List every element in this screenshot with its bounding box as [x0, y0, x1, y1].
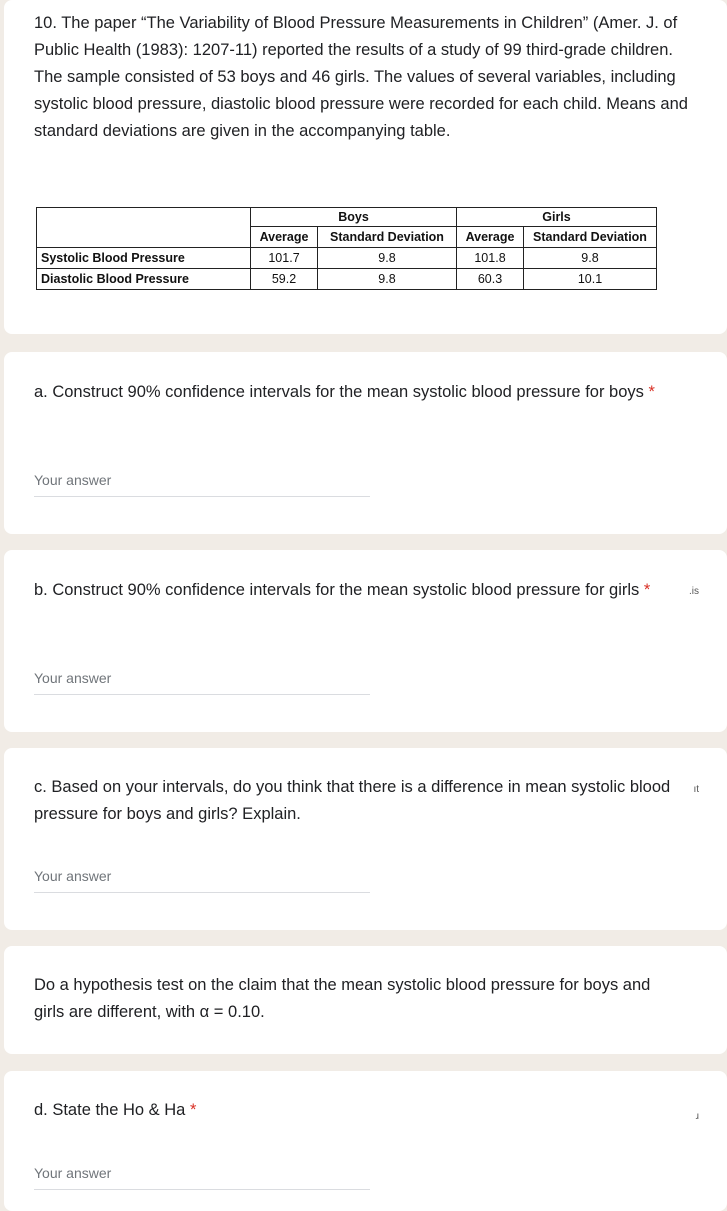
edge-mark: .is: [689, 586, 699, 597]
required-asterisk: *: [643, 581, 651, 599]
question-title: d. State the Ho & Ha *: [34, 1101, 197, 1119]
table-cell: 101.7: [251, 248, 318, 269]
table-corner-cell: [37, 208, 251, 248]
table-group-row: [37, 208, 657, 227]
table-cell: 9.8: [318, 248, 457, 269]
answer-input-a[interactable]: Your answer: [34, 472, 370, 497]
required-asterisk: *: [648, 383, 655, 401]
row-label: Systolic Blood Pressure: [37, 248, 251, 269]
edge-mark: ɹ: [695, 1111, 699, 1122]
question-card-d: [4, 1071, 727, 1211]
table-cell: 9.8: [524, 248, 657, 269]
table-row: [37, 248, 657, 269]
table-cell: 101.8: [457, 248, 524, 269]
table-row: [37, 269, 657, 290]
column-header: Average: [457, 227, 524, 248]
required-asterisk: *: [189, 1101, 197, 1119]
column-header: Standard Deviation: [524, 227, 657, 248]
group-header-girls: Girls: [457, 208, 657, 227]
blood-pressure-table: [36, 207, 657, 290]
question-title: b. Construct 90% confidence intervals for the mean systolic blood pressure for girls *: [34, 581, 651, 599]
answer-input-c[interactable]: Your answer: [34, 868, 370, 893]
group-header-boys: Boys: [251, 208, 457, 227]
column-header: Average: [251, 227, 318, 248]
question-card-b: [4, 550, 727, 732]
question-card-c: [4, 748, 727, 930]
answer-input-d[interactable]: Your answer: [34, 1165, 370, 1190]
question-title: a. Construct 90% confidence intervals for the mean systolic blood pressure for boys *: [34, 383, 655, 401]
edge-mark: ıt: [693, 784, 699, 795]
table-cell: 60.3: [457, 269, 524, 290]
answer-input-b[interactable]: Your answer: [34, 670, 370, 695]
table-cell: 10.1: [524, 269, 657, 290]
question-description: 10. The paper “The Variability of Blood Pressure Measurements in Children” (Amer. J. of Public Health (1983): 1207-11) reported the results of a study of 99 third-grade children. The sample consisted of 53 boys and 46 girls. The values of several variables, including systolic blood pressure, diastolic blood pressure were recorded for each child. Means and standard deviations are given in the accompanying table.: [34, 14, 688, 140]
section-header-card: [4, 946, 727, 1054]
question-title: c. Based on your intervals, do you think that there is a difference in mean systolic blood pressure for boys and girls? Explain.: [34, 778, 671, 823]
question-card-a: [4, 352, 727, 534]
row-label: Diastolic Blood Pressure: [37, 269, 251, 290]
section-description: Do a hypothesis test on the claim that the mean systolic blood pressure for boys and girls are different, with α = 0.10.: [34, 976, 651, 1021]
table-cell: 9.8: [318, 269, 457, 290]
intro-card: [4, 0, 727, 334]
table-cell: 59.2: [251, 269, 318, 290]
column-header: Standard Deviation: [318, 227, 457, 248]
